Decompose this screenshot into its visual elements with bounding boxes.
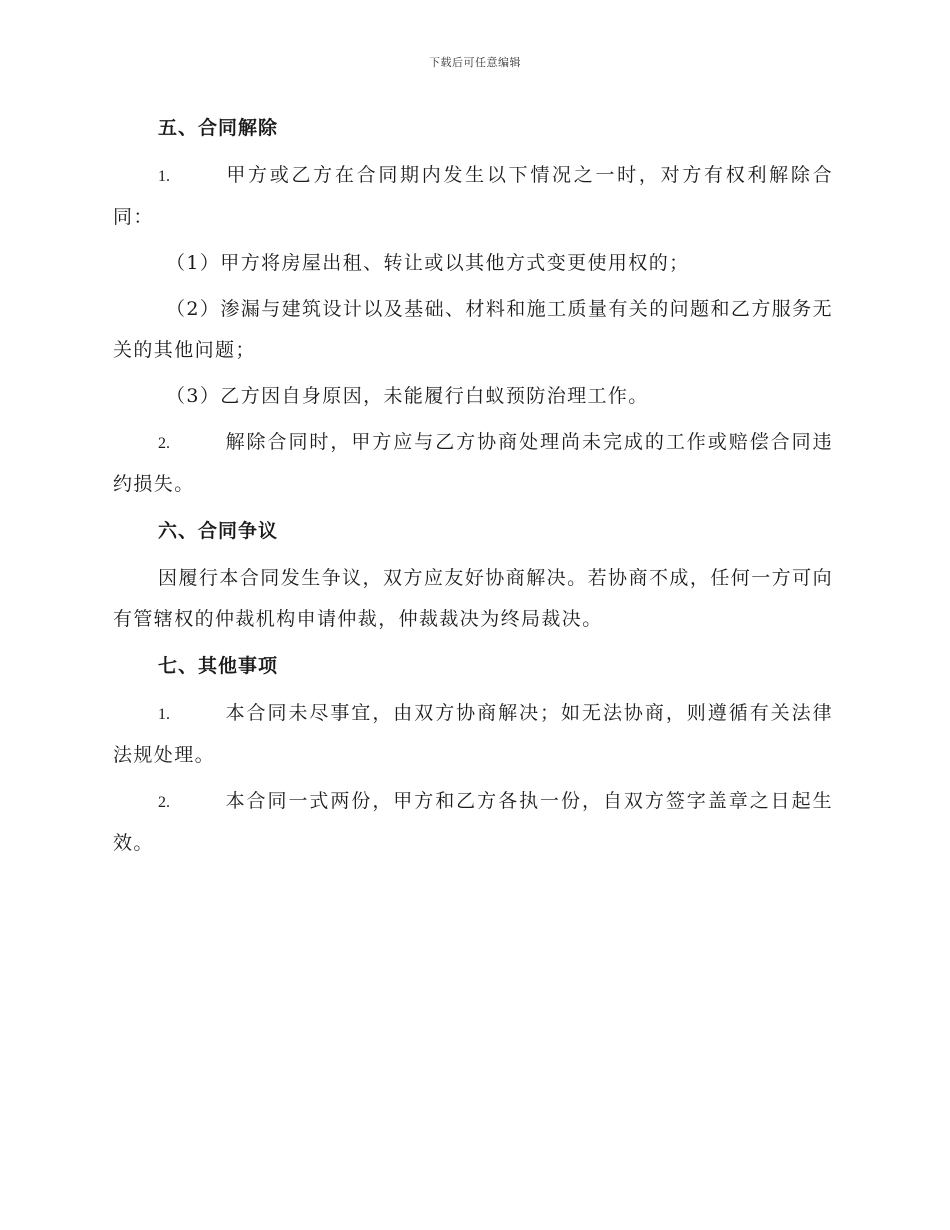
section-7-item-2 — [113, 781, 833, 864]
section-6-heading: 六、合同争议 — [158, 520, 279, 542]
section-6-paragraph: 因履行本合同发生争议，双方应友好协商解决。若协商不成，任何一方可向有管辖权的仲裁机构申请仲裁，仲裁裁决为终局裁决。 — [113, 567, 833, 630]
item-number: 1. — [158, 706, 170, 723]
page-header-note: 下载后可任意编辑 — [429, 56, 521, 69]
section-5-sub-item-1: （1）甲方将房屋出租、转让或以其他方式变更使用权的； — [166, 252, 690, 274]
section-5-item-2 — [113, 422, 833, 505]
item-number: 1. — [158, 168, 170, 185]
section-7-heading: 七、其他事项 — [158, 655, 279, 677]
item-text: 甲方或乙方在合同期内发生以下情况之一时，对方有权利解除合同： — [113, 164, 833, 228]
section-7-item-1 — [113, 693, 833, 776]
section-5-item-1 — [113, 155, 833, 238]
item-number: 2. — [158, 794, 170, 811]
section-5-sub-item-3: （3）乙方因自身原因，未能履行白蚁预防治理工作。 — [166, 385, 649, 407]
item-text: 解除合同时，甲方应与乙方协商处理尚未完成的工作或赔偿合同违约损失。 — [113, 431, 833, 495]
item-text: 本合同未尽事宜，由双方协商解决；如无法协商，则遵循有关法律法规处理。 — [113, 702, 833, 766]
section-5-sub-item-2: （2）渗漏与建筑设计以及基础、材料和施工质量有关的问题和乙方服务无关的其他问题； — [113, 298, 833, 361]
item-text: 本合同一式两份，甲方和乙方各执一份，自双方签字盖章之日起生效。 — [113, 790, 833, 854]
section-5-heading: 五、合同解除 — [158, 117, 279, 139]
document-body — [113, 108, 833, 864]
item-number: 2. — [158, 435, 170, 452]
